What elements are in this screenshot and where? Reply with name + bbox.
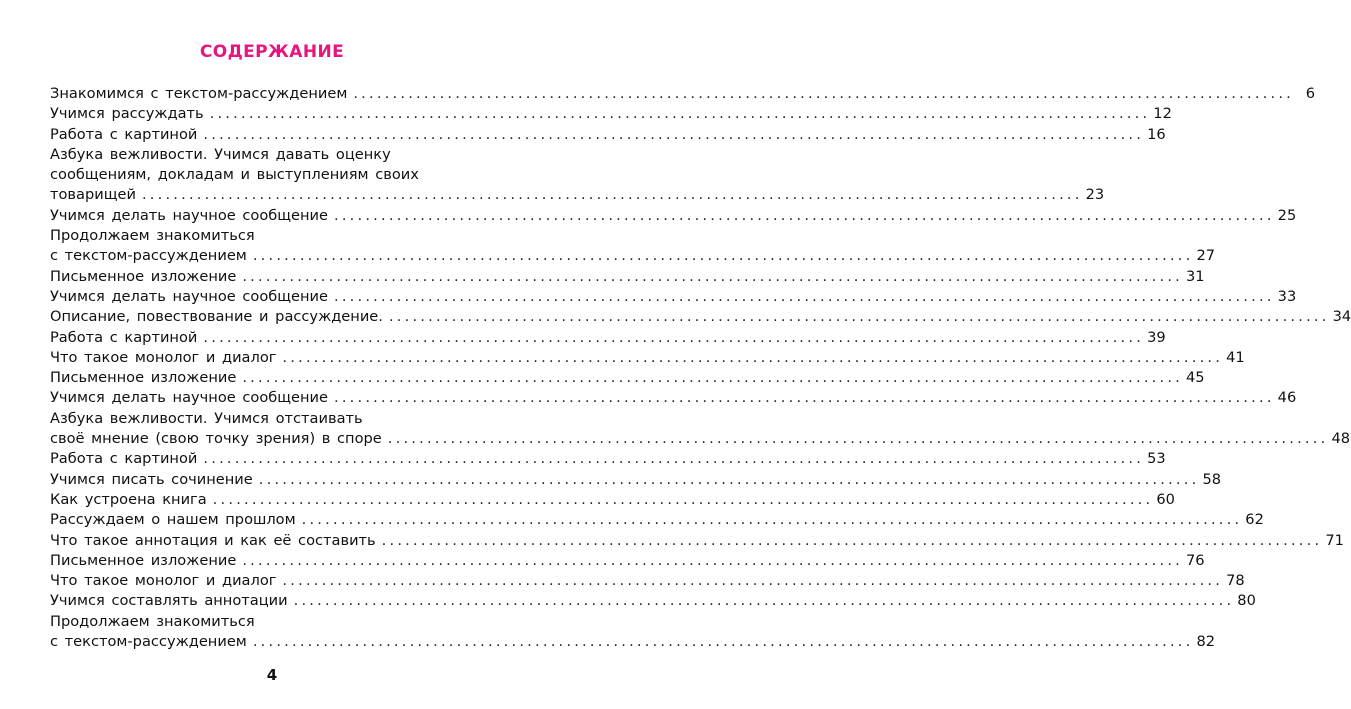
dot-leader: ........................................................................................................................ — [141, 186, 1083, 204]
toc-line — [50, 490, 1175, 510]
toc-entry-title: сообщениям, докладам и выступлениям своих — [50, 166, 419, 184]
toc-entry — [50, 510, 1264, 530]
toc-line — [50, 165, 496, 185]
toc-entry-title: Письменное изложение — [50, 267, 237, 285]
dot-leader: ........................................................................................................................ — [203, 328, 1145, 346]
toc-entry-title: Азбука вежливости. Учимся давать оценку — [50, 145, 391, 163]
toc-entry — [50, 368, 1205, 388]
dot-leader: ........................................................................................................................ — [258, 470, 1200, 488]
dot-leader: ........................................................................................................................ — [333, 389, 1275, 407]
toc-line — [50, 449, 1166, 469]
toc-entry-title: Рассуждаем о нашем прошлом — [50, 511, 296, 529]
toc-entry — [50, 449, 1166, 469]
toc-entry-page: 34 — [1332, 308, 1351, 326]
toc-line — [50, 470, 1222, 490]
toc-entry — [50, 104, 1172, 124]
toc-entry-title: Знакомимся с текстом-рассуждением — [50, 85, 348, 102]
toc-line — [50, 104, 1172, 124]
toc-entry — [50, 206, 1297, 226]
dot-leader: ........................................................................................................................ — [381, 531, 1323, 549]
toc-entry-title: Работа с картиной — [50, 450, 198, 468]
toc-entry-page: 48 — [1331, 430, 1351, 448]
toc-entry-page: 33 — [1277, 287, 1297, 305]
toc-entry-page: 60 — [1156, 490, 1175, 508]
toc-line — [50, 246, 1216, 266]
toc-line — [50, 125, 1166, 145]
toc-entry-title: Учимся писать сочинение — [50, 470, 253, 488]
dot-leader: ........................................................................................................................ — [252, 247, 1194, 265]
toc-line — [50, 510, 1264, 530]
toc-entry-page: 25 — [1277, 206, 1297, 224]
toc-entry-title: Продолжаем знакомиться — [50, 612, 255, 630]
toc-line — [50, 368, 1205, 388]
toc-entry-page: 16 — [1147, 125, 1166, 143]
toc-entry-page: 78 — [1226, 572, 1245, 590]
toc-entry-page: 53 — [1147, 450, 1166, 468]
toc-entry-title: с текстом-рассуждением — [50, 633, 247, 651]
toc-line — [50, 591, 1256, 611]
dot-leader: ........................................................................................................................ — [387, 430, 1329, 448]
toc-entry — [50, 328, 1166, 348]
toc-entry-title: Учимся составлять аннотации — [50, 592, 288, 610]
page-number: 4 — [266, 666, 278, 684]
toc-line — [50, 145, 496, 165]
toc-line — [50, 388, 1297, 408]
dot-leader: ........................................................................................................................ — [242, 551, 1184, 569]
toc-entry-title: Работа с картиной — [50, 125, 198, 143]
dot-leader: ........................................................................................................................ — [333, 287, 1275, 305]
toc-entry — [50, 348, 1245, 368]
toc-entry-title: Учимся делать научное сообщение — [50, 389, 328, 407]
toc-line — [50, 206, 1297, 226]
toc-line — [50, 632, 1216, 652]
toc-entry-page: 46 — [1277, 389, 1297, 407]
toc-entry — [50, 125, 1166, 145]
toc-entry-title: Что такое монолог и диалог — [50, 348, 277, 366]
dot-leader: ........................................................................................................................ — [203, 450, 1145, 468]
table-of-contents — [50, 84, 1351, 652]
dot-leader: ........................................................................................................................ — [353, 85, 1295, 102]
toc-entry-page: 31 — [1186, 267, 1205, 285]
toc-entry-page: 12 — [1153, 105, 1172, 123]
toc-entry — [50, 490, 1175, 510]
toc-line — [50, 84, 1316, 104]
toc-line — [50, 226, 496, 246]
toc-entry-title: Описание, повествование и рассуждение. — [50, 308, 383, 326]
toc-entry-title: Азбука вежливости. Учимся отстаивать — [50, 409, 363, 427]
dot-leader: ........................................................................................................................ — [242, 267, 1184, 285]
dot-leader: ........................................................................................................................ — [282, 348, 1224, 366]
toc-entry-title: Что такое аннотация и как её составить — [50, 531, 376, 549]
toc-entry-title: Как устроена книга — [50, 490, 207, 508]
toc-entry — [50, 84, 1316, 104]
toc-entry-title: с текстом-рассуждением — [50, 247, 247, 265]
toc-entry-page: 45 — [1186, 369, 1205, 387]
toc-line — [50, 551, 1205, 571]
toc-entry — [50, 551, 1205, 571]
dot-leader: ........................................................................................................................ — [333, 206, 1275, 224]
toc-entry — [50, 531, 1344, 551]
toc-entry — [50, 267, 1205, 287]
toc-entry — [50, 145, 1105, 206]
toc-entry-title: Учимся рассуждать — [50, 105, 204, 123]
toc-entry-title: товарищей — [50, 186, 136, 204]
toc-entry-page: 6 — [1305, 85, 1316, 102]
toc-entry-page: 80 — [1237, 592, 1256, 610]
toc-line — [50, 409, 496, 429]
toc-line — [50, 328, 1166, 348]
toc-entry-title: Учимся делать научное сообщение — [50, 206, 328, 224]
toc-entry-page: 76 — [1186, 551, 1205, 569]
toc-entry — [50, 388, 1297, 408]
toc-line — [50, 185, 1105, 205]
toc-entry-title: Письменное изложение — [50, 369, 237, 387]
toc-entry-title: Что такое монолог и диалог — [50, 572, 277, 590]
toc-entry — [50, 226, 1216, 267]
toc-entry-page: 82 — [1196, 633, 1216, 651]
dot-leader: ........................................................................................................................ — [209, 105, 1151, 123]
toc-entry — [50, 591, 1256, 611]
toc-entry — [50, 409, 1351, 450]
toc-line — [50, 429, 1351, 449]
toc-entry-page: 41 — [1226, 348, 1245, 366]
toc-line — [50, 287, 1297, 307]
toc-line — [50, 612, 496, 632]
toc-entry — [50, 571, 1245, 591]
toc-entry-page: 27 — [1196, 247, 1216, 265]
dot-leader: ........................................................................................................................ — [282, 572, 1224, 590]
dot-leader: ........................................................................................................................ — [293, 592, 1235, 610]
dot-leader: ........................................................................................................................ — [242, 369, 1184, 387]
dot-leader: ........................................................................................................................ — [388, 308, 1330, 326]
toc-line — [50, 531, 1344, 551]
toc-line — [50, 571, 1245, 591]
toc-entry — [50, 612, 1216, 653]
dot-leader: ........................................................................................................................ — [212, 490, 1154, 508]
toc-entry-title: Письменное изложение — [50, 551, 237, 569]
toc-entry-page: 62 — [1245, 511, 1264, 529]
toc-entry-page: 58 — [1202, 470, 1222, 488]
toc-entry-title: Учимся делать научное сообщение — [50, 287, 328, 305]
toc-line — [50, 267, 1205, 287]
toc-entry — [50, 307, 1351, 327]
dot-leader: ........................................................................................................................ — [252, 633, 1194, 651]
toc-entry-page: 23 — [1085, 186, 1105, 204]
toc-entry-title: Работа с картиной — [50, 328, 198, 346]
dot-leader: ........................................................................................................................ — [203, 125, 1145, 143]
toc-line — [50, 307, 1351, 327]
toc-entry-page: 39 — [1147, 328, 1166, 346]
page-title: СОДЕРЖАНИЕ — [199, 42, 345, 62]
toc-entry-title: Продолжаем знакомиться — [50, 227, 255, 245]
toc-entry — [50, 470, 1222, 490]
toc-entry-title: своё мнение (свою точку зрения) в споре — [50, 430, 382, 448]
dot-leader: ........................................................................................................................ — [301, 511, 1243, 529]
toc-line — [50, 348, 1245, 368]
toc-entry-page: 71 — [1325, 531, 1344, 549]
toc-entry — [50, 287, 1297, 307]
